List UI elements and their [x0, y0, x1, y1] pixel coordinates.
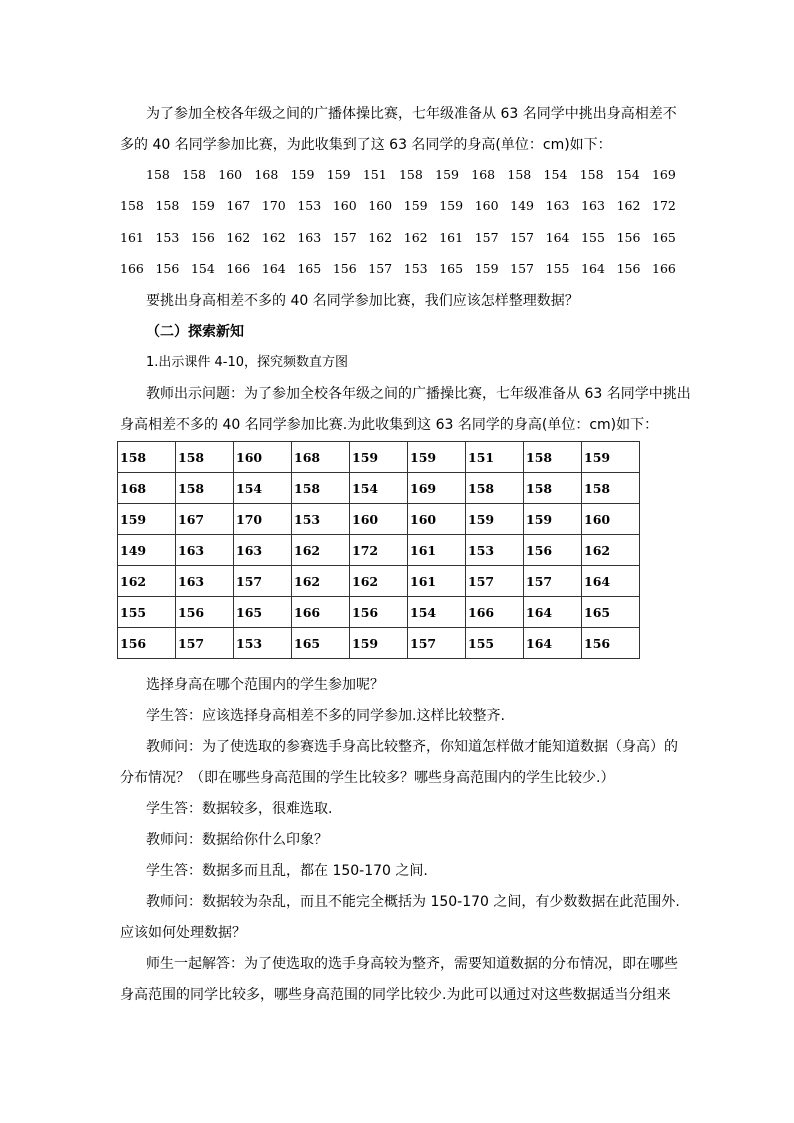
height-value: 158 [182, 167, 206, 182]
table-cell: 158 [292, 473, 350, 504]
height-value: 160 [368, 198, 393, 213]
table-cell: 154 [408, 597, 466, 628]
table-cell: 163 [176, 535, 234, 566]
height-value: 164 [545, 230, 570, 245]
table-cell: 155 [466, 628, 524, 659]
height-value: 168 [471, 167, 496, 182]
table-cell: 154 [350, 473, 408, 504]
height-value: 158 [146, 167, 170, 182]
table-row [118, 504, 640, 535]
dialogue-line-8: 教师问：数据较为杂乱，而且不能完全概括为 150-170 之间，有少数数据在此范围外. [146, 894, 680, 910]
height-value: 158 [579, 167, 604, 182]
height-value: 167 [226, 198, 251, 213]
dialogue-line-4: 分布情况？（即在哪些身高范围的学生比较多？哪些身高范围内的学生比较少.） [120, 770, 615, 786]
height-value: 154 [190, 261, 215, 276]
table-cell: 162 [292, 535, 350, 566]
height-value: 162 [226, 230, 251, 245]
table-cell: 164 [524, 597, 582, 628]
table-cell: 158 [118, 442, 176, 473]
table-cell: 164 [582, 566, 640, 597]
table-cell: 159 [524, 504, 582, 535]
table-cell: 160 [408, 504, 466, 535]
height-data-row [120, 196, 676, 216]
height-value: 156 [616, 261, 641, 276]
table-cell: 158 [176, 473, 234, 504]
height-value: 165 [439, 261, 464, 276]
height-value: 156 [190, 230, 215, 245]
table-row [118, 442, 640, 473]
table-cell: 159 [466, 504, 524, 535]
intro-question: 要挑出身高相差不多的 40 名同学参加比赛，我们应该怎样整理数据？ [146, 293, 579, 309]
table-cell: 157 [176, 628, 234, 659]
height-value: 155 [581, 230, 605, 245]
table-cell: 158 [524, 473, 582, 504]
height-value: 160 [332, 198, 357, 213]
table-cell: 165 [234, 597, 292, 628]
table-cell: 158 [582, 473, 640, 504]
height-value: 163 [545, 198, 570, 213]
height-value: 154 [543, 167, 568, 182]
height-value: 158 [155, 198, 180, 213]
height-value: 153 [155, 230, 180, 245]
height-value: 160 [474, 198, 499, 213]
table-cell: 162 [118, 566, 176, 597]
height-value: 170 [261, 198, 286, 213]
table-cell: 159 [582, 442, 640, 473]
height-value: 159 [190, 198, 215, 213]
table-cell: 166 [292, 597, 350, 628]
height-value: 166 [120, 261, 144, 276]
height-value: 160 [218, 167, 243, 182]
table-row [118, 597, 640, 628]
table-cell: 156 [350, 597, 408, 628]
table-cell: 149 [118, 535, 176, 566]
table-row [118, 566, 640, 597]
height-value: 169 [651, 167, 676, 182]
dialogue-line-1: 选择身高在哪个范围内的学生参加呢？ [146, 677, 384, 693]
height-value: 163 [581, 198, 605, 213]
table-cell: 153 [234, 628, 292, 659]
table-cell: 168 [292, 442, 350, 473]
height-value: 164 [581, 261, 605, 276]
height-value: 159 [326, 167, 351, 182]
section-item-1: 1.出示课件 4-10，探究频数直方图 [146, 355, 349, 370]
height-value: 156 [332, 261, 357, 276]
height-value: 164 [261, 261, 286, 276]
teacher-question-line-2: 身高相差不多的 40 名同学参加比赛.为此收集到这 63 名同学的身高(单位：cm)如下： [120, 417, 659, 433]
height-value: 159 [439, 198, 464, 213]
height-value: 157 [368, 261, 393, 276]
height-data-row [120, 228, 676, 248]
table-cell: 165 [582, 597, 640, 628]
dialogue-line-10: 师生一起解答：为了使选取的选手身高较为整齐，需要知道数据的分布情况，即在哪些 [146, 956, 678, 972]
height-value: 158 [120, 198, 144, 213]
height-value: 162 [616, 198, 641, 213]
height-value: 156 [616, 230, 641, 245]
table-cell: 159 [350, 628, 408, 659]
table-cell: 163 [234, 535, 292, 566]
table-cell: 157 [466, 566, 524, 597]
table-cell: 156 [118, 628, 176, 659]
height-value: 161 [439, 230, 464, 245]
table-cell: 161 [408, 566, 466, 597]
table-cell: 170 [234, 504, 292, 535]
table-cell: 154 [234, 473, 292, 504]
dialogue-line-9: 应该如何处理数据？ [120, 925, 246, 941]
table-cell: 158 [176, 442, 234, 473]
table-cell: 169 [408, 473, 466, 504]
height-value: 151 [362, 167, 387, 182]
height-value: 153 [403, 261, 428, 276]
height-value: 157 [332, 230, 357, 245]
table-cell: 159 [118, 504, 176, 535]
height-value: 159 [403, 198, 428, 213]
table-cell: 155 [118, 597, 176, 628]
intro-paragraph-line-2: 多的 40 名同学参加比赛，为此收集到了这 63 名同学的身高(单位：cm)如下： [120, 137, 612, 153]
table-row [118, 628, 640, 659]
height-value: 155 [545, 261, 570, 276]
height-data-row [120, 259, 676, 279]
table-cell: 162 [292, 566, 350, 597]
dialogue-line-3: 教师问：为了使选取的参赛选手身高比较整齐，你知道怎样做才能知道数据（身高）的 [146, 739, 678, 755]
height-value: 158 [398, 167, 423, 182]
dialogue-line-2: 学生答：应该选择身高相差不多的同学参加.这样比较整齐. [146, 708, 505, 724]
height-value: 149 [510, 198, 535, 213]
table-cell: 159 [350, 442, 408, 473]
table-cell: 156 [524, 535, 582, 566]
table-cell: 161 [408, 535, 466, 566]
height-value: 166 [226, 261, 251, 276]
height-value: 159 [290, 167, 315, 182]
height-value: 172 [652, 198, 676, 213]
table-cell: 172 [350, 535, 408, 566]
table-cell: 167 [176, 504, 234, 535]
table-cell: 157 [234, 566, 292, 597]
table-cell: 153 [466, 535, 524, 566]
dialogue-line-5: 学生答：数据较多，很难选取. [146, 801, 333, 817]
dialogue-line-11: 身高范围的同学比较多，哪些身高范围的同学比较少.为此可以通过对这些数据适当分组来 [120, 987, 671, 1003]
table-cell: 160 [582, 504, 640, 535]
height-value: 159 [435, 167, 459, 182]
table-cell: 153 [292, 504, 350, 535]
height-value: 154 [615, 167, 640, 182]
table-cell: 162 [582, 535, 640, 566]
height-value: 157 [510, 230, 535, 245]
section-heading: （二）探索新知 [146, 324, 244, 340]
table-cell: 158 [466, 473, 524, 504]
height-value: 165 [297, 261, 322, 276]
height-value: 158 [507, 167, 532, 182]
height-value: 156 [155, 261, 180, 276]
table-cell: 160 [350, 504, 408, 535]
table-row [118, 535, 640, 566]
height-value: 159 [474, 261, 499, 276]
height-value: 162 [261, 230, 286, 245]
table-cell: 168 [118, 473, 176, 504]
height-value: 153 [297, 198, 322, 213]
table-row [118, 473, 640, 504]
table-cell: 157 [524, 566, 582, 597]
dialogue-line-6: 教师问：数据给你什么印象？ [146, 832, 328, 848]
table-cell: 151 [466, 442, 524, 473]
table-cell: 160 [234, 442, 292, 473]
table-cell: 163 [176, 566, 234, 597]
height-value: 161 [120, 230, 144, 245]
height-value: 168 [254, 167, 279, 182]
dialogue-line-7: 学生答：数据多而且乱，都在 150-170 之间. [146, 863, 428, 879]
table-cell: 166 [466, 597, 524, 628]
height-value: 163 [297, 230, 322, 245]
height-data-row [146, 165, 676, 185]
intro-paragraph-line-1: 为了参加全校各年级之间的广播体操比赛，七年级准备从 63 名同学中挑出身高相差不 [146, 106, 677, 122]
table-cell: 165 [292, 628, 350, 659]
height-value: 157 [474, 230, 499, 245]
teacher-question-line-1: 教师出示问题：为了参加全校各年级之间的广播操比赛，七年级准备从 63 名同学中挑出 [146, 386, 691, 402]
table-cell: 159 [408, 442, 466, 473]
height-data-table [117, 441, 640, 659]
table-cell: 158 [524, 442, 582, 473]
height-value: 157 [510, 261, 535, 276]
height-value: 162 [403, 230, 428, 245]
table-cell: 156 [582, 628, 640, 659]
table-cell: 156 [176, 597, 234, 628]
table-cell: 162 [350, 566, 408, 597]
height-value: 166 [652, 261, 676, 276]
table-cell: 164 [524, 628, 582, 659]
table-cell: 157 [408, 628, 466, 659]
height-value: 165 [652, 230, 676, 245]
height-value: 162 [368, 230, 393, 245]
